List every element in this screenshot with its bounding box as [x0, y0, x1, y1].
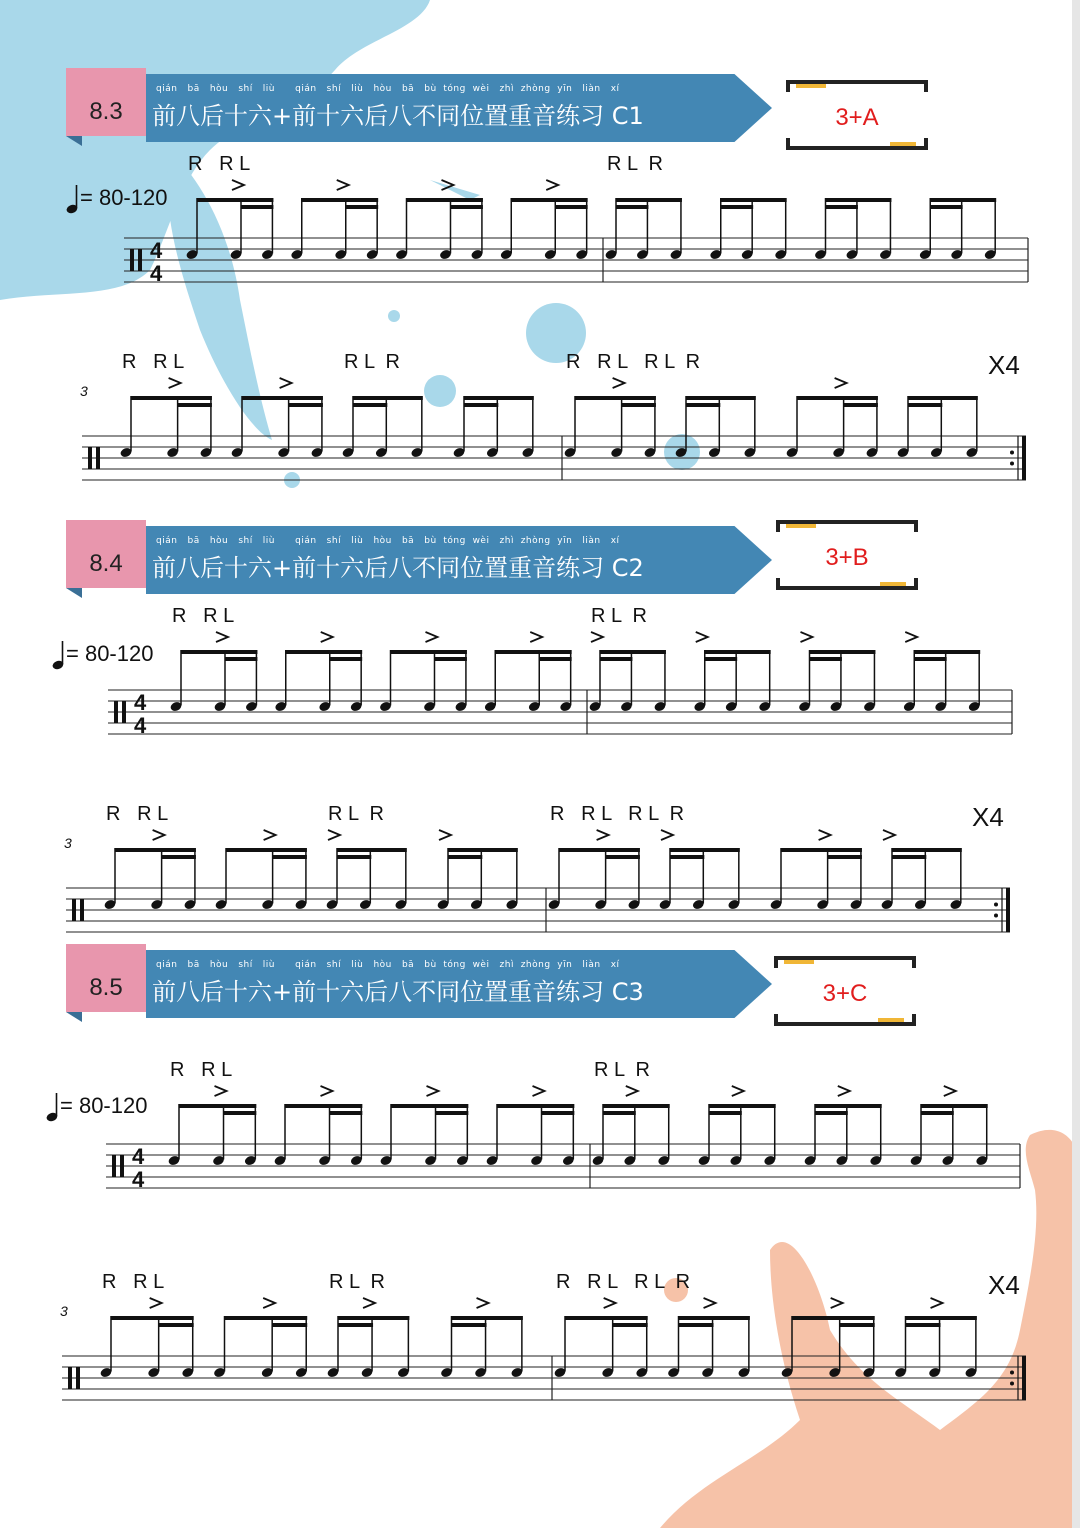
beam-sixteenth [892, 855, 926, 859]
beam-eighth [892, 848, 962, 852]
beam-eighth [391, 1104, 468, 1108]
accent-mark [591, 632, 603, 642]
accent-mark [883, 830, 895, 840]
beam-sixteenth [721, 205, 753, 209]
beam-sixteenth [603, 1111, 636, 1115]
beam-eighth [511, 198, 587, 202]
accent-mark [831, 1298, 843, 1308]
beam-sixteenth [908, 403, 942, 407]
accent-mark [216, 632, 228, 642]
beam-sixteenth [606, 855, 640, 859]
percussion-clef-bar [72, 899, 76, 921]
beam-eighth [616, 198, 682, 202]
repeat-dot [1010, 1382, 1014, 1386]
percussion-clef-bar [112, 1155, 116, 1177]
beam-eighth [225, 1316, 308, 1320]
accent-mark [704, 1298, 716, 1308]
beam-eighth [338, 1316, 409, 1320]
repeat-dot [994, 914, 998, 918]
beam-sixteenth [539, 657, 571, 661]
beam-eighth [181, 650, 257, 654]
staff-line-1 [104, 605, 1024, 750]
accent-mark [661, 830, 673, 840]
beam-sixteenth [930, 205, 962, 209]
percussion-clef-bar [130, 249, 134, 271]
sticking-label: R L R [328, 803, 384, 825]
tag-frame [776, 520, 918, 590]
accent-mark [477, 1298, 489, 1308]
tempo-value: = 80-120 [66, 640, 154, 666]
beam-eighth [302, 198, 378, 202]
accent-mark [835, 378, 847, 388]
repeat-barline-thick [1022, 436, 1026, 480]
beam-eighth [452, 1316, 523, 1320]
beam-eighth [497, 1104, 574, 1108]
sticking-label: R R L [122, 351, 185, 373]
beam-sixteenth [337, 855, 371, 859]
accent-mark [530, 632, 542, 642]
beam-sixteenth [616, 205, 648, 209]
accent-mark [427, 1086, 439, 1096]
sticking-label: R L R [344, 351, 400, 373]
exercise-title: 前八后十六+前十六后八不同位置重音练习 C1 [152, 102, 644, 130]
accent-mark [215, 1086, 227, 1096]
beam-eighth [111, 1316, 194, 1320]
beam-sixteenth [679, 1323, 714, 1327]
beam-sixteenth [450, 205, 482, 209]
beam-eighth [495, 650, 571, 654]
beam-eighth [115, 848, 196, 852]
title-pinyin: qián bā hòu shí liù qián shí liù hòu bā bù tóng wèi zhì zhòng yīn liàn xí [156, 536, 620, 546]
accent-mark [931, 1298, 943, 1308]
time-signature-bottom: 4 [134, 713, 147, 738]
time-signature-bottom: 4 [132, 1167, 145, 1192]
beam-sixteenth [289, 403, 323, 407]
accent-mark [439, 830, 451, 840]
tag-frame [774, 956, 916, 1026]
exercise-number-box [66, 68, 146, 136]
percussion-clef-bar [96, 447, 100, 469]
beam-eighth [670, 848, 740, 852]
repeat-barline-thick [1006, 888, 1010, 932]
measure-number: 3 [64, 835, 72, 851]
beam-sixteenth [844, 403, 878, 407]
percussion-clef-bar [76, 1367, 80, 1389]
beam-sixteenth [224, 1111, 257, 1115]
repeat-dot [1010, 462, 1014, 466]
beam-eighth [826, 198, 892, 202]
beam-eighth [797, 396, 878, 400]
exercise-number-box [66, 944, 146, 1012]
beam-eighth [242, 396, 323, 400]
percussion-clef-bar [122, 701, 126, 723]
beam-eighth [815, 1104, 882, 1108]
accent-mark [321, 632, 333, 642]
sticking-label: R R L [106, 803, 169, 825]
exercise-tag: 3+A [835, 104, 879, 131]
beam-eighth [781, 848, 862, 852]
accent-mark [838, 1086, 850, 1096]
beam-sixteenth [815, 1111, 848, 1115]
repeat-count: X4 [988, 1270, 1020, 1300]
beam-eighth [179, 1104, 256, 1108]
beam-sixteenth [272, 1323, 307, 1327]
beam-eighth [600, 650, 666, 654]
repeat-barline-thick [1022, 1356, 1026, 1400]
beam-eighth [721, 198, 787, 202]
beam-sixteenth [906, 1323, 941, 1327]
beam-eighth [792, 1316, 875, 1320]
beam-eighth [908, 396, 978, 400]
repeat-dot [1010, 1371, 1014, 1375]
accent-mark [905, 632, 917, 642]
beam-sixteenth [448, 855, 482, 859]
accent-mark [263, 1298, 275, 1308]
exercise-number: 8.5 [89, 974, 123, 1001]
beam-sixteenth [346, 205, 378, 209]
accent-mark [232, 180, 244, 190]
beam-sixteenth [353, 403, 387, 407]
accent-mark [597, 830, 609, 840]
beam-sixteenth [542, 1111, 575, 1115]
accent-mark [732, 1086, 744, 1096]
sticking-label: R L R [591, 605, 647, 627]
quarter-note-icon [66, 184, 80, 214]
accent-mark [604, 1298, 616, 1308]
title-pinyin: qián bā hòu shí liù qián shí liù hòu bā bù tóng wèi zhì zhòng yīn liàn xí [156, 960, 620, 970]
beam-eighth [448, 848, 518, 852]
accent-mark [321, 1086, 333, 1096]
beam-eighth [921, 1104, 988, 1108]
beam-sixteenth [330, 1111, 363, 1115]
beam-sixteenth [434, 657, 466, 661]
beam-sixteenth [921, 1111, 954, 1115]
staff-line-2 [58, 1246, 1038, 1396]
repeat-count: X4 [988, 350, 1020, 380]
beam-sixteenth [709, 1111, 742, 1115]
accent-mark [363, 1298, 375, 1308]
quarter-note-icon [52, 640, 66, 670]
beam-sixteenth [826, 205, 858, 209]
beam-eighth [407, 198, 483, 202]
beam-eighth [226, 848, 307, 852]
beam-sixteenth [622, 403, 656, 407]
time-signature-top: 4 [150, 238, 163, 263]
beam-sixteenth [686, 403, 720, 407]
sticking-label: R R L R L R [556, 1271, 691, 1293]
exercise-title: 前八后十六+前十六后八不同位置重音练习 C3 [152, 978, 644, 1006]
percussion-clef-bar [80, 899, 84, 921]
exercise-title: 前八后十六+前十六后八不同位置重音练习 C2 [152, 554, 644, 582]
percussion-clef-bar [68, 1367, 72, 1389]
sticking-label: R R L R L R [550, 803, 685, 825]
beam-sixteenth [670, 855, 704, 859]
sticking-label: R R L [102, 1271, 165, 1293]
exercise-tag: 3+B [825, 544, 869, 571]
beam-eighth [603, 1104, 670, 1108]
beam-sixteenth [330, 657, 362, 661]
tag-frame [786, 80, 928, 150]
accent-mark [328, 830, 340, 840]
sticking-label: R R L R L R [566, 351, 701, 373]
beam-sixteenth [338, 1323, 373, 1327]
beam-eighth [679, 1316, 750, 1320]
time-signature-top: 4 [134, 690, 147, 715]
sticking-label: R R L [172, 605, 235, 627]
beam-sixteenth [436, 1111, 469, 1115]
beam-sixteenth [273, 855, 307, 859]
beam-eighth [575, 396, 656, 400]
accent-mark [801, 632, 813, 642]
accent-mark [441, 180, 453, 190]
accent-mark [613, 378, 625, 388]
beam-sixteenth [178, 403, 212, 407]
accent-mark [819, 830, 831, 840]
accent-mark [696, 632, 708, 642]
staff-line-2 [62, 778, 1022, 928]
repeat-dot [994, 903, 998, 907]
beam-sixteenth [828, 855, 862, 859]
percussion-clef-bar [114, 701, 118, 723]
beam-eighth [285, 1104, 362, 1108]
beam-eighth [705, 650, 771, 654]
title-pinyin: qián bā hòu shí liù qián shí liù hòu bā bù tóng wèi zhì zhòng yīn liàn xí [156, 84, 620, 94]
beam-eighth [709, 1104, 776, 1108]
tempo-value: = 80-120 [60, 1092, 148, 1118]
accent-mark [169, 378, 181, 388]
accent-mark [337, 180, 349, 190]
beam-eighth [464, 396, 534, 400]
beam-eighth [131, 396, 212, 400]
beam-eighth [286, 650, 362, 654]
accent-mark [150, 1298, 162, 1308]
beam-sixteenth [914, 657, 946, 661]
beam-eighth [353, 396, 423, 400]
beam-eighth [810, 650, 876, 654]
measure-number: 3 [60, 1303, 68, 1319]
repeat-dot [1010, 451, 1014, 455]
staff-line-1 [120, 153, 1040, 298]
accent-mark [546, 180, 558, 190]
beam-sixteenth [225, 657, 257, 661]
staff-line-2 [78, 326, 1038, 476]
beam-sixteenth [840, 1323, 875, 1327]
percussion-clef-bar [120, 1155, 124, 1177]
sticking-label: R L R [607, 153, 663, 175]
exercise-number: 8.3 [89, 98, 123, 125]
beam-sixteenth [600, 657, 632, 661]
accent-mark [153, 830, 165, 840]
percussion-clef-bar [138, 249, 142, 271]
time-signature-top: 4 [132, 1144, 145, 1169]
beam-sixteenth [555, 205, 587, 209]
accent-mark [626, 1086, 638, 1096]
sticking-label: R R L [188, 153, 251, 175]
beam-eighth [391, 650, 467, 654]
beam-sixteenth [162, 855, 196, 859]
accent-mark [944, 1086, 956, 1096]
percussion-clef-bar [88, 447, 92, 469]
beam-eighth [914, 650, 980, 654]
accent-mark [533, 1086, 545, 1096]
beam-sixteenth [705, 657, 737, 661]
staff-line-1 [102, 1059, 1032, 1204]
beam-eighth [337, 848, 407, 852]
beam-eighth [565, 1316, 648, 1320]
tempo-value: = 80-120 [80, 184, 168, 210]
accent-mark [264, 830, 276, 840]
measure-number: 3 [80, 383, 88, 399]
beam-sixteenth [810, 657, 842, 661]
time-signature-bottom: 4 [150, 261, 163, 286]
beam-eighth [197, 198, 273, 202]
beam-eighth [906, 1316, 977, 1320]
sticking-label: R L R [329, 1271, 385, 1293]
beam-sixteenth [464, 403, 498, 407]
repeat-count: X4 [972, 802, 1004, 832]
beam-sixteenth [613, 1323, 648, 1327]
accent-mark [280, 378, 292, 388]
quarter-note-icon [46, 1092, 60, 1122]
beam-eighth [930, 198, 996, 202]
beam-eighth [686, 396, 756, 400]
accent-mark [425, 632, 437, 642]
sticking-label: R L R [594, 1059, 650, 1081]
beam-sixteenth [159, 1323, 194, 1327]
exercise-number: 8.4 [89, 550, 123, 577]
sticking-label: R R L [170, 1059, 233, 1081]
beam-sixteenth [241, 205, 273, 209]
exercise-tag: 3+C [822, 980, 868, 1007]
beam-eighth [559, 848, 640, 852]
exercise-number-box [66, 520, 146, 588]
beam-sixteenth [452, 1323, 487, 1327]
